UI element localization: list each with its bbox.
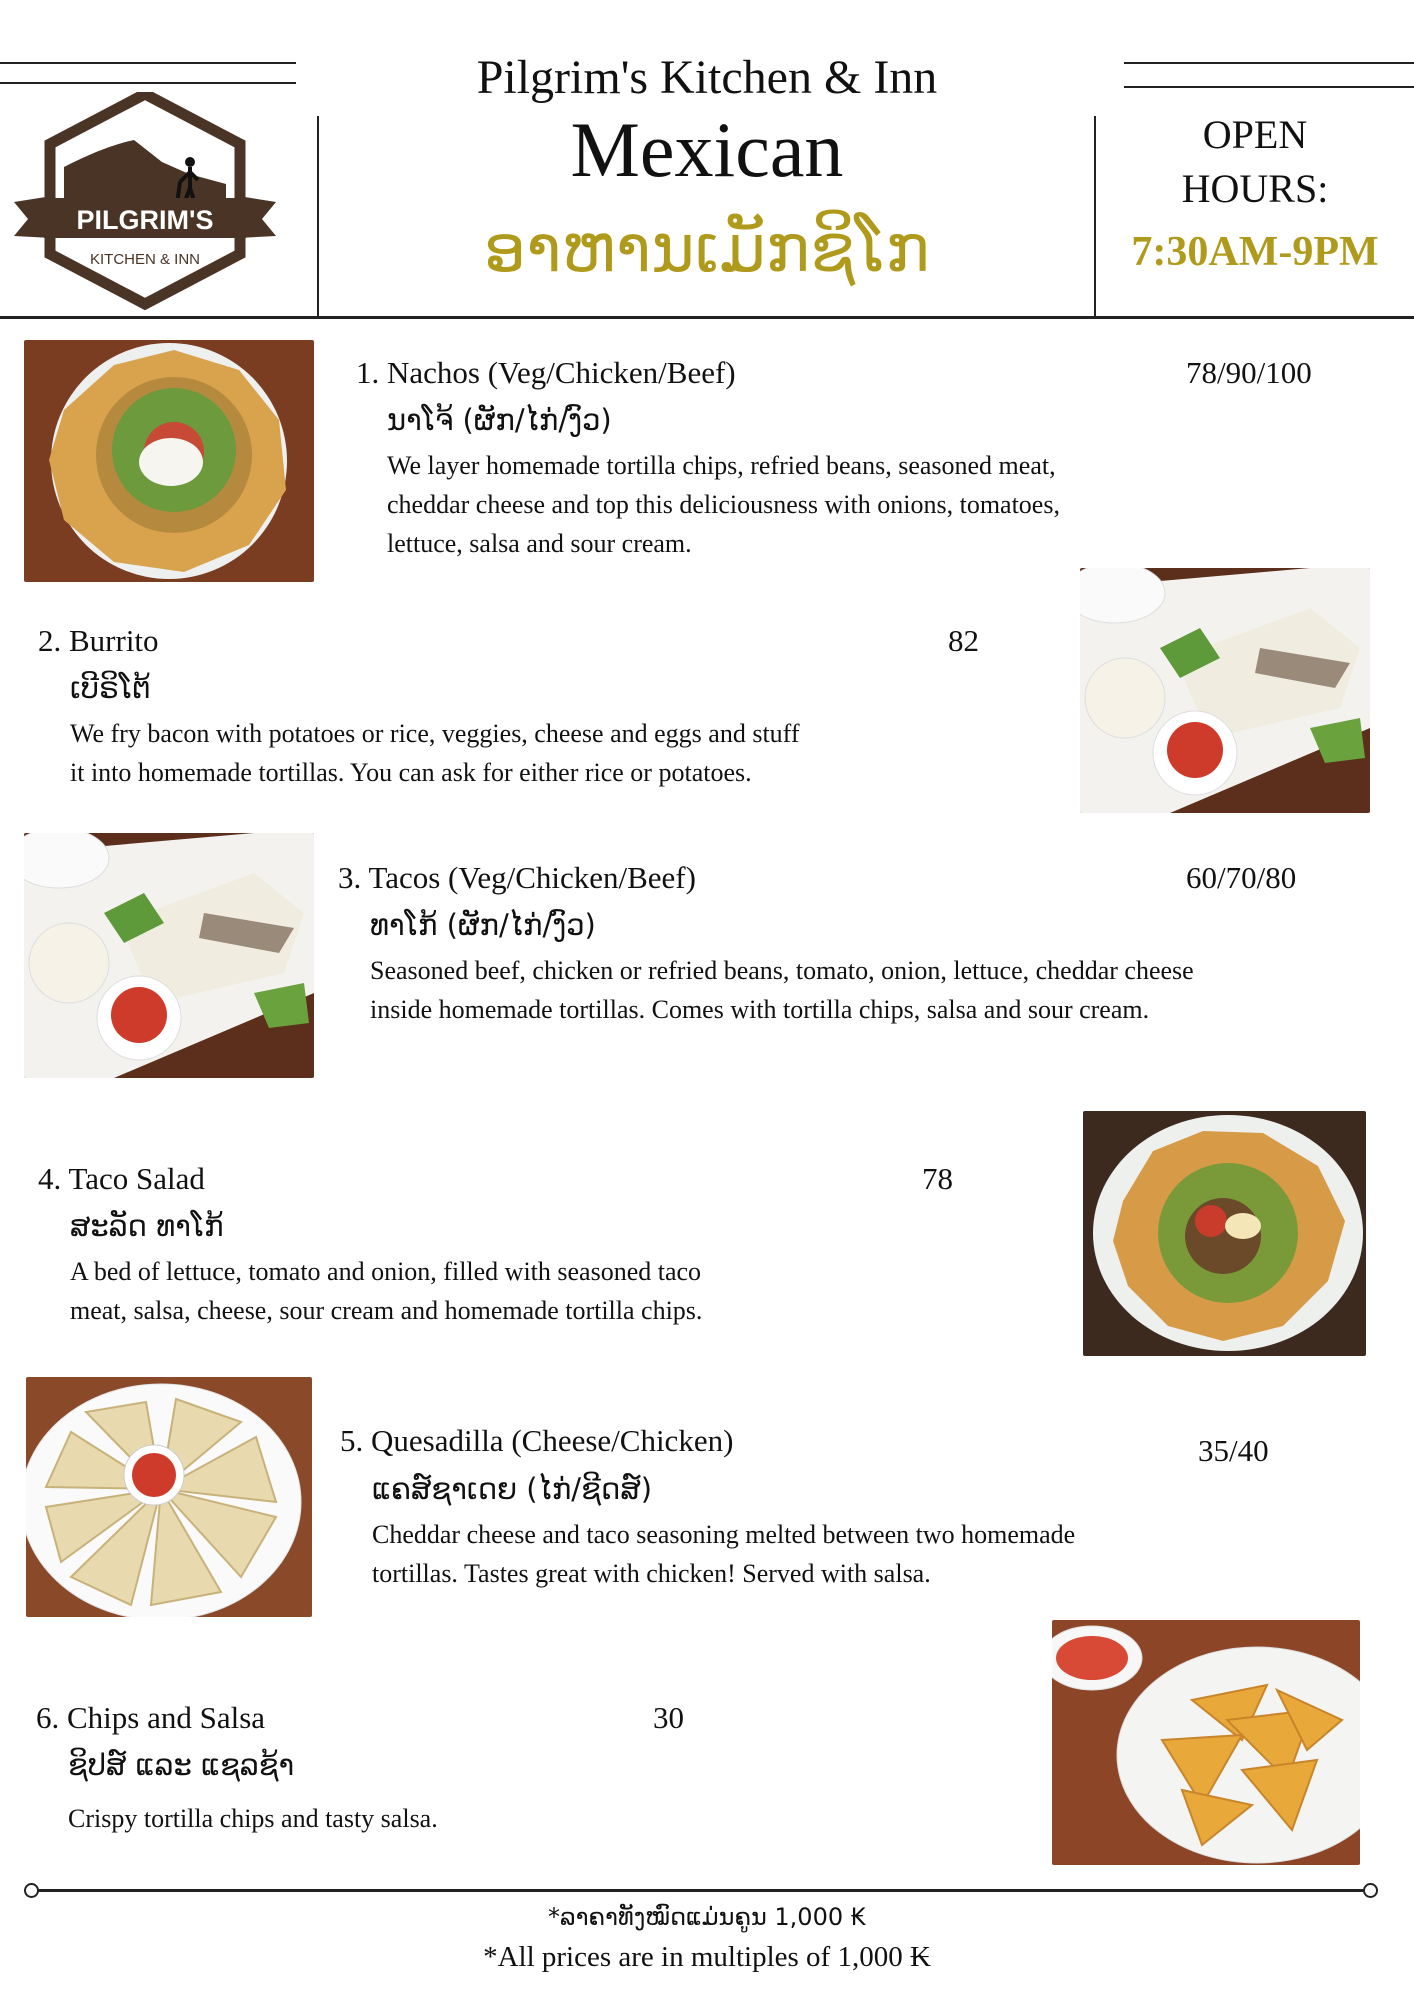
item-price: 30 — [653, 1700, 684, 1735]
price-note: *All prices are in multiples of 1,000 ₭ — [483, 1941, 931, 1973]
item-name: 5. Quesadilla (Cheese/Chicken) — [340, 1423, 734, 1458]
pilgrims-logo — [14, 92, 276, 312]
item-description — [70, 714, 950, 792]
hours-value: 7:30AM-9PM — [1131, 229, 1379, 275]
menu-category-title: Mexican — [570, 106, 844, 193]
item-description-line: Seasoned beef, chicken or refried beans, tomato, onion, lettuce, cheddar cheese — [370, 956, 1194, 985]
item-name-lao: ເບີຣິໂຕ້ — [70, 671, 151, 705]
nachos-photo — [24, 340, 314, 582]
header-divider-left — [317, 116, 319, 316]
footer-rule — [32, 1889, 1372, 1892]
taco-salad-photo — [1083, 1111, 1366, 1356]
item-price: 78 — [922, 1161, 953, 1196]
tacos-photo — [24, 833, 314, 1078]
header-rule-right-2 — [1124, 86, 1414, 88]
burrito-photo — [1080, 568, 1370, 813]
item-price: 35/40 — [1198, 1433, 1269, 1468]
item-description-line: Crispy tortilla chips and tasty salsa. — [68, 1804, 438, 1833]
item-description-line: meat, salsa, cheese, sour cream and homemade tortilla chips. — [70, 1296, 703, 1325]
footer-rule-end-dot-left — [24, 1883, 39, 1898]
item-description-line: We fry bacon with potatoes or rice, veggies, cheese and eggs and stuff — [70, 719, 800, 748]
item-name: 3. Tacos (Veg/Chicken/Beef) — [338, 860, 696, 895]
item-name-lao: ທາໂກ້ (ຜັກ/ໄກ່/ງົວ) — [370, 908, 596, 942]
item-description-line: inside homemade tortillas. Comes with tortilla chips, salsa and sour cream. — [370, 995, 1150, 1024]
item-description-line: lettuce, salsa and sour cream. — [387, 529, 692, 558]
item-price: 78/90/100 — [1186, 355, 1312, 390]
item-name-lao: ນາໂຈ້ (ຜັກ/ໄກ່/ງົວ) — [387, 403, 612, 437]
item-name-lao: ສະລັດ ທາໂກ້ — [70, 1209, 224, 1243]
item-name: 4. Taco Salad — [38, 1161, 205, 1196]
item-description — [372, 1515, 1232, 1593]
restaurant-name: Pilgrim's Kitchen & Inn — [476, 51, 938, 104]
hours-label-line1: OPEN — [1202, 112, 1308, 157]
item-price: 82 — [948, 623, 979, 658]
logo-brand-text: PILGRIM'S — [76, 205, 214, 235]
item-name: 6. Chips and Salsa — [36, 1700, 266, 1735]
quesadilla-photo — [26, 1377, 312, 1617]
footer-rule-end-dot-right — [1363, 1883, 1378, 1898]
item-name: 1. Nachos (Veg/Chicken/Beef) — [356, 355, 736, 390]
item-description — [387, 446, 1187, 563]
header-bottom-rule — [0, 316, 1414, 319]
item-price: 60/70/80 — [1186, 860, 1297, 895]
item-description-line: A bed of lettuce, tomato and onion, filled with seasoned taco — [70, 1257, 702, 1286]
item-description — [70, 1252, 890, 1330]
item-name-lao: ແຄສ໌ຊາເດຍ (ໄກ່/ຊີດສ໌) — [372, 1472, 653, 1506]
hours-label — [1096, 108, 1414, 216]
item-description-line: We layer homemade tortilla chips, refried beans, seasoned meat, — [387, 451, 1056, 480]
item-description-line: Cheddar cheese and taco seasoning melted between two homemade — [372, 1520, 1076, 1549]
price-note-lao: *ລາຄາທັງໝົດແມ່ນຄູນ 1,000 ₭ — [548, 1903, 866, 1931]
item-description-line: tortillas. Tastes great with chicken! Served with salsa. — [372, 1559, 931, 1588]
chips-and-salsa-photo — [1052, 1620, 1360, 1865]
logo-subtitle-text: KITCHEN & INN — [89, 251, 201, 268]
header-rule-left-2 — [0, 82, 296, 84]
item-description — [68, 1799, 768, 1838]
hours-label-line2: HOURS: — [1181, 166, 1329, 211]
menu-category-title-lao: ອາຫານເມັກຊິໂກ — [484, 210, 930, 287]
item-description-line: cheddar cheese and top this deliciousness with onions, tomatoes, — [387, 490, 1060, 519]
item-name-lao: ຊິປສ໌ ແລະ ແຊລຊ້າ — [68, 1748, 295, 1782]
item-description — [370, 951, 1370, 1029]
item-name: 2. Burrito — [38, 623, 159, 658]
item-description-line: it into homemade tortillas. You can ask for either rice or potatoes. — [70, 758, 752, 787]
header-rule-right-1 — [1124, 62, 1414, 64]
header-rule-left-1 — [0, 62, 296, 64]
